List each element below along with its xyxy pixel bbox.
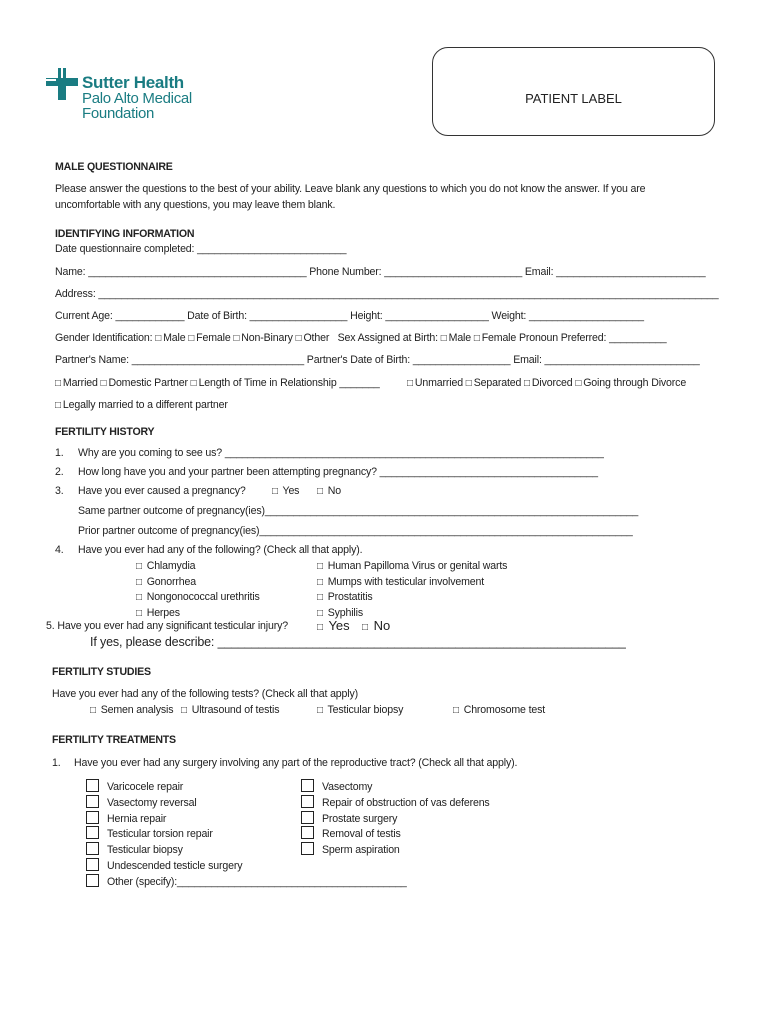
list-item[interactable] [86, 874, 407, 890]
checkbox-icon[interactable]: □ [55, 400, 61, 411]
fh-q5-yes[interactable] [317, 618, 350, 633]
list-item[interactable] [301, 811, 490, 827]
fh-q5-yes-label: Yes [328, 618, 350, 633]
list-item[interactable] [136, 559, 260, 575]
fs-ultrasound-label: Ultrasound of testis [191, 704, 280, 716]
checkbox-icon[interactable]: □ [317, 608, 323, 620]
checkbox-icon[interactable] [301, 842, 314, 855]
checkbox-icon[interactable] [301, 826, 314, 839]
checkbox-icon[interactable] [301, 811, 314, 824]
option-hpv: Human Papilloma Virus or genital warts [327, 560, 508, 572]
ft-q1: Have you ever had any surgery involving any part of the reproductive tract? (Check all that apply). [74, 757, 518, 769]
fh-q1-num: 1. [55, 447, 64, 459]
checkbox-icon[interactable]: □ [575, 378, 582, 389]
checkbox-icon[interactable]: □ [136, 576, 142, 588]
checkbox-icon[interactable] [301, 779, 314, 792]
fh-q3: Have you ever caused a pregnancy? [78, 485, 246, 497]
checkbox-icon[interactable]: □ [100, 378, 107, 389]
checkbox-icon[interactable] [301, 795, 314, 808]
list-item[interactable] [317, 559, 507, 575]
legally-married-row [55, 399, 228, 411]
checkbox-icon[interactable]: □ [190, 378, 197, 389]
ft-other[interactable]: Other (specify):________________________________________ [107, 875, 407, 888]
gender-label: Gender Identification: [55, 332, 153, 344]
fh-q5-no[interactable] [362, 618, 390, 633]
fs-ultrasound[interactable] [181, 704, 279, 716]
sex-female: Female [481, 332, 517, 344]
rel-domestic: Domestic Partner [108, 377, 188, 389]
checkbox-icon[interactable]: □ [524, 378, 530, 389]
ft-torsion: Testicular torsion repair [107, 828, 213, 841]
sex-label: Sex Assigned at Birth: [337, 332, 438, 344]
ft-removal-testis: Removal of testis [322, 828, 401, 841]
option-gonorrhea: Gonorrhea [146, 575, 196, 588]
fh-q3-yes[interactable] [272, 485, 299, 497]
fh-q4-left-list [136, 559, 260, 622]
fh-q3-yes-label: Yes [282, 485, 300, 497]
checkbox-icon[interactable]: □ [407, 378, 413, 389]
checkbox-icon[interactable]: □ [136, 592, 142, 604]
checkbox-icon[interactable]: □ [465, 378, 472, 389]
ft-q1-num: 1. [52, 757, 61, 769]
list-item[interactable] [136, 575, 260, 591]
checkbox-icon[interactable] [86, 795, 99, 808]
list-item[interactable] [301, 842, 490, 858]
checkbox-icon[interactable]: □ [362, 622, 369, 633]
fs-biopsy-label: Testicular biopsy [327, 704, 404, 716]
ft-vasectomy-reversal: Vasectomy reversal [107, 796, 197, 809]
logo-subtitle-2: Foundation [82, 105, 155, 122]
checkbox-icon[interactable] [86, 826, 99, 839]
patient-label-text: PATIENT LABEL [525, 91, 622, 106]
fh-q5-describe[interactable]: If yes, please describe: ____________________________________________________________ [90, 635, 626, 649]
ft-prostate: Prostate surgery [322, 812, 398, 825]
fh-q4-num: 4. [55, 544, 64, 556]
name-phone-email-row[interactable]: Name: ______________________________________ Phone Number: ________________________ Email: __________________________ [55, 266, 706, 278]
fertility-treatments-heading: FERTILITY TREATMENTS [52, 734, 176, 746]
pronoun-field[interactable]: Pronoun Preferred: __________ [518, 332, 667, 344]
fh-q4-right-list [317, 559, 507, 622]
option-prostatitis: Prostatitis [327, 591, 373, 604]
checkbox-icon[interactable]: □ [453, 705, 459, 716]
checkbox-icon[interactable]: □ [295, 333, 302, 344]
gender-male: Male [163, 332, 186, 344]
fh-q3-same-partner[interactable]: Same partner outcome of pregnancy(ies)_________________________________________________________________ [78, 505, 639, 517]
checkbox-icon[interactable]: □ [181, 705, 187, 716]
checkbox-icon[interactable]: □ [55, 378, 61, 389]
checkbox-icon[interactable] [86, 874, 99, 887]
fs-chromosome[interactable] [453, 704, 545, 716]
fh-q3-no-label: No [327, 485, 341, 497]
address-field[interactable]: Address: ____________________________________________________________________________________________________________ [55, 288, 719, 300]
age-dob-height-weight-row[interactable]: Current Age: ____________ Date of Birth: _________________ Height: __________________ Weight: ____________________ [55, 310, 644, 322]
checkbox-icon[interactable] [86, 842, 99, 855]
checkbox-icon[interactable]: □ [317, 561, 323, 572]
ft-vas-repair: Repair of obstruction of vas deferens [322, 796, 490, 809]
ft-biopsy: Testicular biopsy [107, 844, 183, 857]
gender-female: Female [196, 332, 231, 344]
sex-male: Male [448, 332, 472, 344]
status-going-through: Going through Divorce [583, 377, 687, 389]
list-item[interactable] [86, 858, 407, 874]
fh-q2[interactable]: How long have you and your partner been attempting pregnancy? ______________________________________ [78, 466, 598, 478]
logo-title: Sutter Health [82, 73, 184, 92]
checkbox-icon[interactable]: □ [272, 486, 278, 497]
checkbox-icon[interactable] [86, 811, 99, 824]
fs-biopsy[interactable] [317, 704, 403, 716]
fs-semen[interactable] [90, 704, 173, 716]
checkbox-icon[interactable]: □ [440, 333, 447, 344]
logo-subtitle-1: Palo Alto Medical [82, 90, 192, 107]
option-mumps: Mumps with testicular involvement [327, 575, 485, 588]
list-item[interactable] [301, 795, 490, 811]
fh-q5: 5. Have you ever had any significant testicular injury? [46, 620, 289, 632]
fh-q3-num: 3. [55, 485, 64, 497]
checkbox-icon[interactable] [86, 779, 99, 792]
checkbox-icon[interactable]: □ [233, 333, 240, 344]
fh-q2-num: 2. [55, 466, 64, 478]
checkbox-icon[interactable]: □ [317, 705, 323, 716]
patient-label-box[interactable] [432, 47, 715, 136]
checkbox-icon[interactable]: □ [155, 333, 162, 344]
ft-sperm-aspiration: Sperm aspiration [322, 844, 400, 857]
fh-q4: Have you ever had any of the following? (Check all that apply). [78, 544, 363, 556]
intro-line-2: uncomfortable with any questions, you may leave them blank. [55, 199, 336, 211]
ft-varicocele: Varicocele repair [107, 781, 184, 793]
checkbox-icon[interactable]: □ [188, 333, 195, 344]
date-completed-field[interactable]: Date questionnaire completed: __________________________ [55, 243, 347, 255]
fs-semen-label: Semen analysis [100, 704, 174, 716]
status-unmarried: Unmarried [414, 377, 463, 389]
fh-q1[interactable]: Why are you coming to see us? __________________________________________________________________ [78, 447, 604, 459]
list-item[interactable] [317, 590, 507, 606]
list-item[interactable] [317, 575, 507, 591]
fs-question: Have you ever had any of the following tests? (Check all that apply) [52, 688, 359, 700]
fs-chromosome-label: Chromosome test [463, 704, 546, 716]
ft-right-list [301, 779, 490, 858]
fh-q3-prior-partner[interactable]: Prior partner outcome of pregnancy(ies)_________________________________________________________________ [78, 525, 633, 537]
checkbox-icon[interactable]: □ [317, 576, 323, 588]
checkbox-icon[interactable]: □ [136, 561, 142, 572]
option-herpes: Herpes [146, 607, 180, 620]
checkbox-icon[interactable]: □ [317, 592, 323, 604]
gender-nonbinary: Non-Binary [241, 332, 293, 344]
rel-married: Married [62, 377, 98, 389]
option-chlamydia: Chlamydia [146, 560, 196, 572]
ft-vasectomy: Vasectomy [322, 781, 373, 793]
gender-other: Other [303, 332, 330, 344]
option-syphilis: Syphilis [327, 607, 363, 620]
sutter-logo-icon [44, 66, 80, 107]
gender-row [55, 332, 667, 344]
partner-row[interactable]: Partner's Name: ______________________________ Partner's Date of Birth: _________________ Email: ___________________________ [55, 354, 700, 366]
fertility-history-heading: FERTILITY HISTORY [55, 426, 155, 438]
checkbox-icon[interactable] [86, 858, 99, 871]
form-title: MALE QUESTIONNAIRE [55, 161, 173, 173]
ft-undescended: Undescended testicle surgery [107, 859, 243, 872]
checkbox-icon[interactable]: □ [136, 608, 142, 620]
option-ngu: Nongonococcal urethritis [146, 591, 260, 604]
status-separated: Separated [473, 377, 522, 389]
rel-length[interactable]: Length of Time in Relationship _______ [198, 377, 380, 389]
legally-married-label: Legally married to a different partner [62, 399, 228, 411]
list-item[interactable] [301, 779, 490, 795]
identifying-heading: IDENTIFYING INFORMATION [55, 228, 195, 240]
checkbox-icon[interactable]: □ [90, 705, 96, 716]
intro-line-1: Please answer the questions to the best of your ability. Leave blank any questions to which you do not know the answer. If you are [55, 183, 646, 195]
status-row [407, 377, 686, 389]
checkbox-icon[interactable]: □ [317, 486, 323, 497]
list-item[interactable] [301, 826, 490, 842]
checkbox-icon[interactable]: □ [317, 622, 324, 633]
list-item[interactable] [136, 590, 260, 606]
fh-q5-no-label: No [373, 618, 391, 633]
fertility-studies-heading: FERTILITY STUDIES [52, 666, 151, 678]
ft-hernia: Hernia repair [107, 812, 167, 825]
checkbox-icon[interactable]: □ [473, 333, 480, 344]
fh-q3-no[interactable] [317, 485, 341, 497]
relationship-row [55, 377, 380, 389]
status-divorced: Divorced [531, 377, 573, 389]
